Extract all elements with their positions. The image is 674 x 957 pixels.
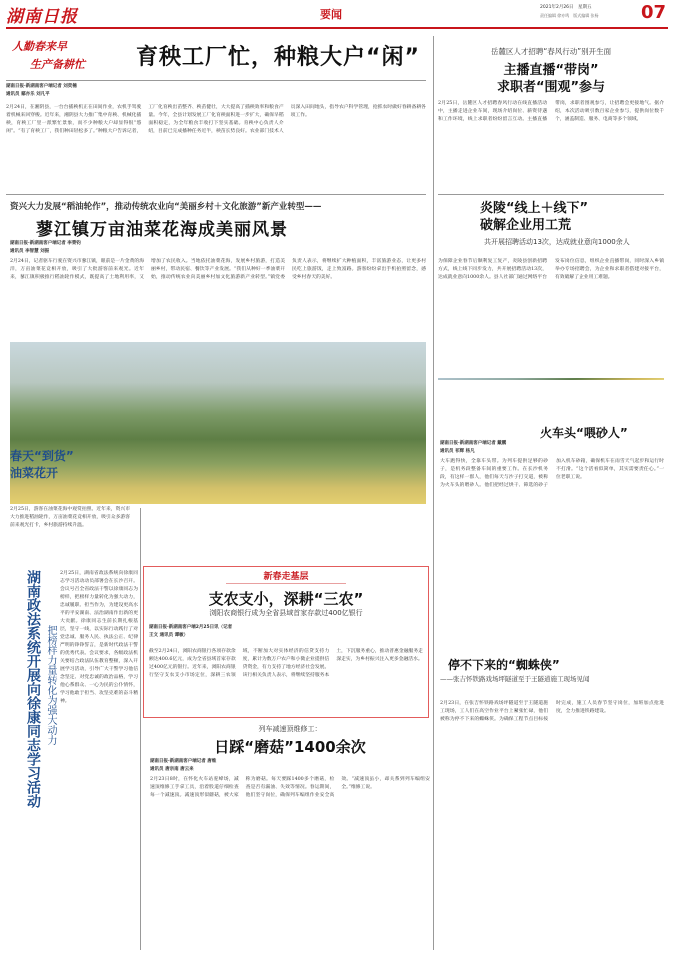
page-number: 07 (641, 2, 667, 23)
column-rule-left (140, 508, 141, 950)
landscape-photo (438, 378, 664, 380)
huochetou-byline: 湖南日报·新湖南客户端记者 戴鹏 通讯员 祁辉 杨凡 (440, 441, 507, 454)
banner-divider (6, 80, 426, 81)
photo-caption-body: 2月25日，游客在油菜花海中观赏拍照。近年来，资兴市大力推进稻油轮作，万亩油菜花竞相开放，吸引众多游客前来观光打卡，乡村旅游持续升温。 (10, 507, 130, 528)
featured-tag: 新春走基层 (226, 570, 346, 584)
masthead-rule (6, 27, 668, 29)
yueyang-kicker: 岳麓区人才招聘“春风行动”别开生面 (490, 47, 612, 56)
yueyang-title: 主播直播“带岗” 求职者“围观”参与 (496, 63, 606, 95)
yanling-body: 为保障企业春节后顺利复工复产，炎陵县创新招聘方式，线上线下同步发力，共开展招聘活动13次，达成就业意向1000余人。县人社部门通过网络平台发布岗位信息，组织企业直播带岗，同时深入乡镇举办专场招聘会，为企业和求职者搭建对接平台，有效破解了企业用工难题。 (438, 259, 664, 280)
political-title: 湖南政法系统开展向徐康同志学习活动 (25, 570, 41, 808)
paper-logo: 湖南日报 (6, 7, 78, 27)
jiangzhen-body: 2月24日，记者驱车行驶在资兴市蓼江镇，眼前是一片金黄的海洋，万亩油菜花竞相开放，吸引了大批游客前来观光。近年来，蓼江镇积极推行稻油轮作模式，既提高了土地利用率，又增加了农民收入。当地依托油菜花海，发展乡村旅游，打造美丽乡村，带动民宿、餐饮等产业发展。“我们从种好一季油菜开始，推动传统农业向美丽乡村加文化旅游新产业转型。”镇党委负责人表示，将继续扩大种植面积，丰富旅游业态，让更多村民吃上旅游饭，走上致富路。游客纷纷拿出手机拍照留念，感受乡村春天的美好。 (10, 259, 426, 280)
political-subtitle: 把榜样力量转化为强大动力 (45, 625, 56, 745)
mogu-body: 2月23日8时，在怀化火车站驼峰场，减速顶维修工手拿工具，沿着股道仔细检查每一个减速顶。减速顶形似蘑菇，被大家称为磨菇。每天要踩1400多个磨菇，检查是否有漏油、失效等情况。春运期间，他们坚守岗位，确保列车编组作业安全高效。“减速顶虽小，却关系到列车编组安全。”维修工说。 (150, 777, 430, 798)
political-body: 2月25日，湖南省政法系统向徐康同志学习活动动员部署会在长沙召开。会议号召全省政法干警以徐康同志为榜样，把榜样力量转化为强大动力，忠诚履职、担当作为，为建设更高水平的平安湖南、法治湖南作出新的更大贡献。徐康同志生前长期扎根基层，坚守一线，以实际行动践行了对党忠诚、服务人民、执法公正、纪律严明的铮铮誓言，是新时代政法干警的优秀代表。会议要求，各级政法机关要结合政法队伍教育整顿，深入开展学习活动，引导广大干警学习他信念坚定、对党忠诚的政治品格，学习他心系群众、一心为民的公仆情怀，学习他敢于担当、攻坚克难的奋斗精神。 (60, 571, 138, 704)
banner-byline: 湖南日报·新湖南客户端记者 刘奕楠 通讯员 鄢亦乐 刘凡平 (6, 84, 77, 97)
mogu-kicker: 列车减速顶维修工： (258, 725, 322, 733)
slogan-line-1: 人勤春来早 (12, 40, 67, 53)
divider-1 (6, 194, 426, 195)
masthead-date: 2021年2月26日 星期五 (540, 5, 592, 10)
featured-title: 支农支小，深耕“三农” (208, 590, 364, 608)
jiangzhen-kicker: 资兴大力发展“稻油轮作”，推动传统农业向“美丽乡村＋文化旅游”新产业转型—— (10, 202, 322, 212)
mogu-title: 日踩“磨菇”1400余次 (214, 738, 366, 756)
yanling-subtitle: 共开展招聘活动13次，达成就业意向1000余人 (484, 238, 630, 246)
yueyang-body: 2月25日，岳麓区人才招聘春风行动在线直播活动中，主播走进企业车间，现场介绍岗位、薪资待遇和工作环境，线上求职者纷纷留言互动。主播直播带岗，求职者围观参与，让招聘会更接地气。据介绍，本次活动吸引数百家企业参与，提供岗位数千个，涵盖制造、服务、电商等多个领域。 (438, 101, 664, 122)
masthead-editor: 责任编辑 徐亦鸣 版式编辑 张杨 (540, 13, 599, 18)
column-rule-right (433, 36, 434, 950)
section-title: 要闻 (320, 8, 342, 21)
featured-byline: 湖南日报·新湖南客户端2月25日讯（记者 王文 通讯员 谭敏） (149, 625, 233, 638)
huochetou-body: 大车跑得快，全靠车头带。为列车提供足够的砂子，是机务段整备车间的重要工作。在长沙机务段，有这样一群人，他们每天与沙子打交道，被称为火车头的喂砂人。他们把经过烘干、筛选的砂子加入机车砂箱，确保机车在雨雪天气起步和运行时不打滑。“这个活看似简单，其实需要责任心。”一位老职工说。 (440, 459, 664, 488)
mogu-byline: 湖南日报·新湖南客户端记者 唐维 通讯员 唐宗南 唐云来 (150, 759, 217, 772)
jiangzhen-title: 蓼江镇万亩油菜花海成美丽风景 (36, 220, 288, 240)
banner-body: 2月24日，在湘阴县，一台台插秧机正在田间作业，农机手驾驶着机械来回穿梭。近年来，湘阴县大力推广集中育秧、机械化插秧，育秧工厂里一派繁忙景象，而不少种粮大户却显得很“悠闲”。“有了育秧工厂，我们种田轻松多了。”种粮大户告诉记者，工厂化育秧出苗整齐、秧苗健壮，大大提高了插秧效率和粮食产量。今年，全县计划发展工厂化育秧面积进一步扩大，确保早稻面积稳定，为全年粮食丰收打下坚实基础。育秧中心负责人介绍，目前已完成播种任务近半，秧苗长势良好。农业部门技术人员深入田间地头，指导农户科学管理，抢抓农时做好春耕备耕各项工作。 (6, 105, 426, 134)
photo-caption-title: 春天“到货” 油菜花开 (10, 449, 74, 480)
yanling-title: 炎陵“线上＋线下” 破解企业用工荒 (480, 201, 589, 233)
featured-subtitle: 浏阳农商银行成为全省县域首家存款过400亿银行 (209, 609, 363, 617)
tunnel-body: 2月23日，在张吉怀铁路戏场坪隧道至于王隧道施工现场，工人们在高空作业平台上紧张忙碌，他们被称为停不下来的蜘蛛侠。为确保工程节点目标按时完成，施工人员春节坚守岗位，加班加点抢进度，全力推进铁路建设。 (440, 701, 664, 722)
banner-slogan (6, 36, 136, 78)
huochetou-title: 火车头“喂砂人” (540, 426, 628, 440)
tunnel-subtitle: ——张吉怀铁路戏场坪隧道至于王隧道施工现场见闻 (440, 675, 590, 683)
featured-body: 截至2月24日，浏阳农商银行各项存款余额达400.6亿元，成为全省县域首家存款过400亿元的银行。近年来，浏阳农商银行坚守支农支小市场定位，深耕三农领域，不断加大对实体经济的信贷支持力度，累计为数万户农户和小微企业提供信贷资金，有力支持了地方经济社会发展。该行相关负责人表示，将继续坚持服务本土，下沉服务重心，推动普惠金融服务走深走实，为乡村振兴注入更多金融活水。 (149, 649, 423, 678)
slogan-line-2: 生产备耕忙 (30, 58, 85, 71)
banner-title: 育秧工厂忙，种粮大户“闲” (136, 45, 420, 70)
masthead (0, 0, 674, 26)
jiangzhen-byline: 湖南日报·新湖南客户端记者 李秉钧 通讯员 李智慧 刘振 (10, 241, 81, 254)
tunnel-title: 停不下来的“蜘蛛侠” (448, 658, 560, 672)
divider-right-1 (438, 194, 664, 195)
